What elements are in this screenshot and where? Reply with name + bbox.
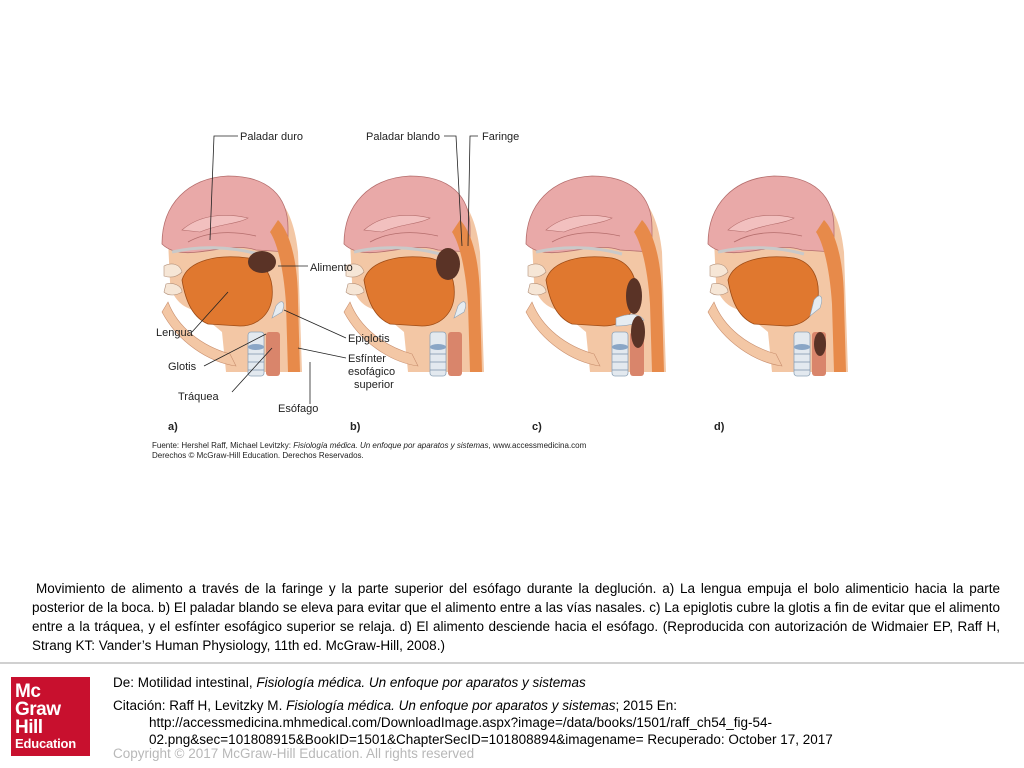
figure-source-line-1: Fuente: Hershel Raff, Michael Levitzky: Fisiología médica. Un enfoque por aparatos y sistemas, www.accessmedicina.com [152,441,587,450]
source-line: De: Motilidad intestinal, Fisiología médica. Un enfoque por aparatos y sistemas [113,675,586,690]
label-epiglotis: Epiglotis [348,333,390,345]
panel-label-c: c) [532,421,542,433]
panel-label-b: b) [350,421,361,433]
label-faringe: Faringe [482,131,520,143]
citation-url-line-2[interactable]: 02.png&sec=101808915&BookID=1501&ChapterSecID=101808894&imagename= Recuperado: October 17, 2017 [149,732,833,747]
panel-label-d: d) [714,421,725,433]
label-traquea: Tráquea [178,391,219,403]
label-glotis: Glotis [168,361,197,373]
panel-label-a: a) [168,421,178,433]
copyright-notice: Copyright © 2017 McGraw-Hill Education. All rights reserved [113,746,475,761]
label-paladar-blando: Paladar blando [366,131,441,143]
label-lengua: Lengua [156,327,193,339]
label-esfinter-2: esofágico [348,366,396,378]
label-esofago: Esófago [278,403,319,415]
swallowing-figure [148,122,876,462]
label-alimento: Alimento [310,262,353,274]
figure-source-line-2: Derechos © McGraw-Hill Education. Derechos Reservados. [152,451,364,460]
label-paladar-duro: Paladar duro [240,131,303,143]
mcgraw-hill-logo: Mc Graw Hill Education [11,677,90,756]
citation-url-line-1[interactable]: http://accessmedicina.mhmedical.com/DownloadImage.aspx?image=/data/books/1501/raff_ch54_fig-54- [149,715,772,730]
label-esfinter-1: Esfínter [348,353,386,365]
label-esfinter-3: superior [354,379,394,391]
caption-text: Movimiento de alimento a través de la faringe y la parte superior del esófago durante la deglución. a) La lengua empuja el bolo alimenticio hacia la parte posterior de la boca. b) El paladar blando se eleva para evitar que el alimento entre a las vías nasales. c) La epiglotis cubre la glotis a fin de evitar que el alimento entre a la tráquea, y el esfínter esofágico superior se relaja. d) El alimento desciende hacia el esófago. (Reproducida con autorización de Widmaier EP, Raff H, Strang KT: Vander’s Human Physiology, 11th ed. McGraw-Hill, 2008.) [32,581,1000,653]
footer-divider [0,662,1024,664]
citation: Citación: Raff H, Levitzky M. Fisiología médica. Un enfoque por aparatos y sistemas; 2015 En: http://accessmedicina.mhmedical.com/DownloadImage.aspx?image=/data/books/1501/raff_ch54_fig-54- 02.png&sec=101808915&BookID=1501&ChapterSecID=101808894&imagename= Recuperado: October 17, 2017 [113,697,893,748]
figure-caption [32,579,1000,655]
